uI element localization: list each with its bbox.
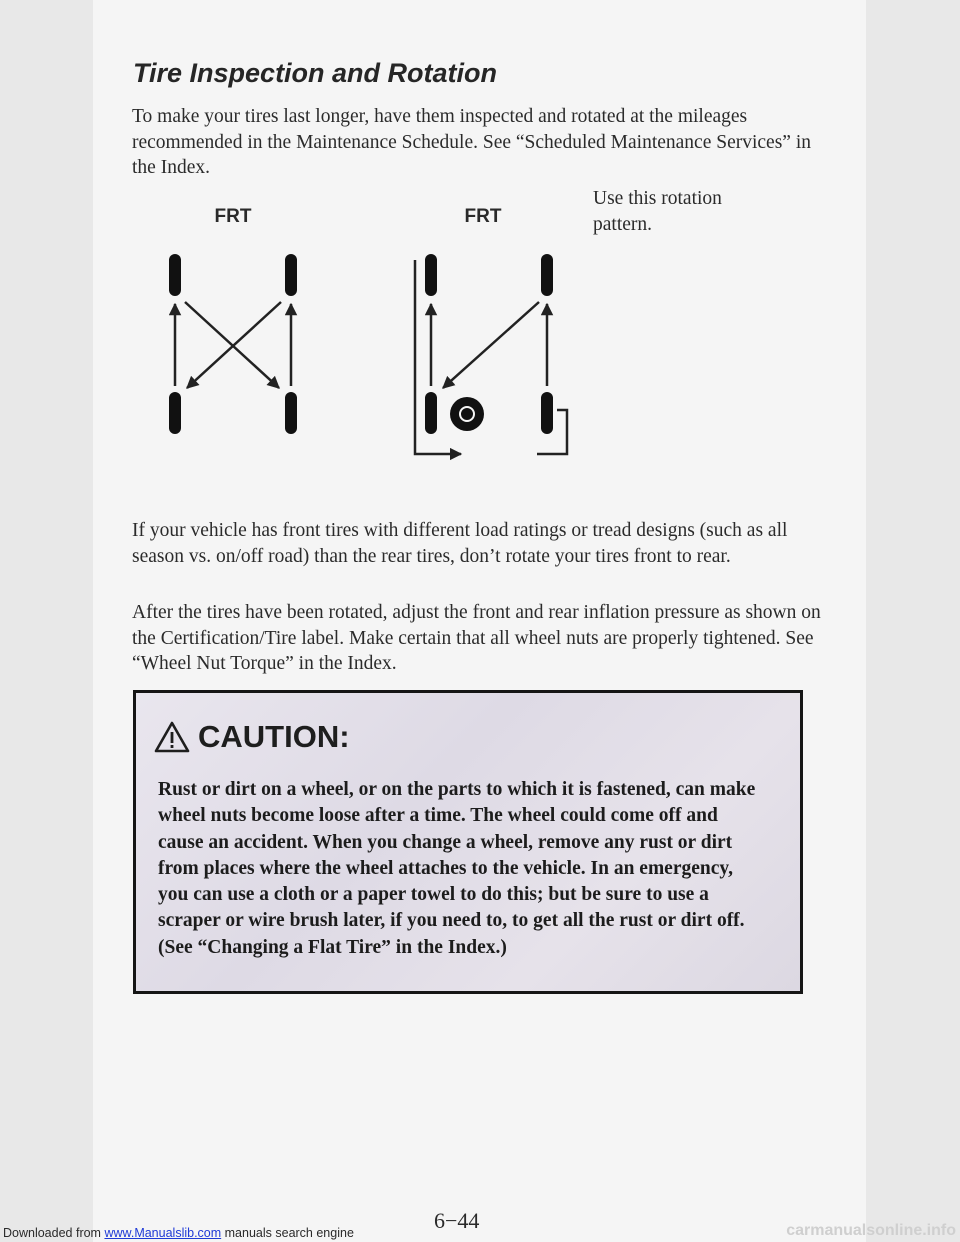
arrow-front-right-to-rear-left [187,302,281,388]
tire-right-front-right [541,254,553,296]
intro-paragraph: To make your tires last longer, have them inspected and rotated at the mileages recommended in the Maintenance Schedule. See “Scheduled Maintenance Services” in the Index. [132,106,811,178]
page-number: 6−44 [434,1208,480,1233]
download-footer: Downloaded from www.Manualslib.com manuals search engine [3,1226,354,1240]
tire-right-rear-left [425,392,437,434]
left-margin [0,0,93,1242]
spare-tire-icon [450,397,484,431]
diagram-caption: Use this rotation pattern. [593,188,722,235]
tire-left-front-left [169,254,181,296]
caution-label: CAUTION: [198,719,350,754]
caution-box [133,690,803,994]
right-margin [866,0,960,1242]
tire-left-rear-right [285,392,297,434]
tire-left-front-right [285,254,297,296]
load-ratings-paragraph: If your vehicle has front tires with different load ratings or tread designs (such as all season vs. on/off road) than the rear tires, don’t rotate your tires front to rear. [132,520,788,567]
frt-label-left: FRT [214,206,252,227]
tire-rotation-diagram [153,190,573,480]
tire-right-front-left [425,254,437,296]
watermark: carmanualsonline.info [786,1222,956,1239]
tire-left-rear-left [169,392,181,434]
warning-triangle-icon [154,721,190,753]
frt-label-right: FRT [464,206,502,227]
manualslib-link[interactable]: www.Manualslib.com [104,1226,222,1240]
section-title: Tire Inspection and Rotation [133,58,498,88]
inflation-paragraph: After the tires have been rotated, adjust the front and rear inflation pressure as shown on the Certification/Tire label. Make certain that all wheel nuts are properly tightened. See “Wheel Nut Torque” in the Index. [132,602,821,674]
manual-page [93,0,866,1242]
arrow-front-right-to-rear-left-2 [443,302,539,388]
tire-right-rear-right [541,392,553,434]
caution-text: Rust or dirt on a wheel, or on the parts to which it is fastened, can make wheel nuts become loose after a time. The wheel could come off and cause an accident. When you change a wheel, remove any rust or dirt from places where the wheel attaches to the vehicle. In an emergency, you can use a cloth or a paper towel to do this; but be sure to use a scraper or wire brush later, if you need to, to get all the rust or dirt off. (See “Changing a Flat Tire” in the Index.) [158,779,756,958]
caution-header [154,719,350,755]
arrow-front-left-to-rear-right [185,302,279,388]
